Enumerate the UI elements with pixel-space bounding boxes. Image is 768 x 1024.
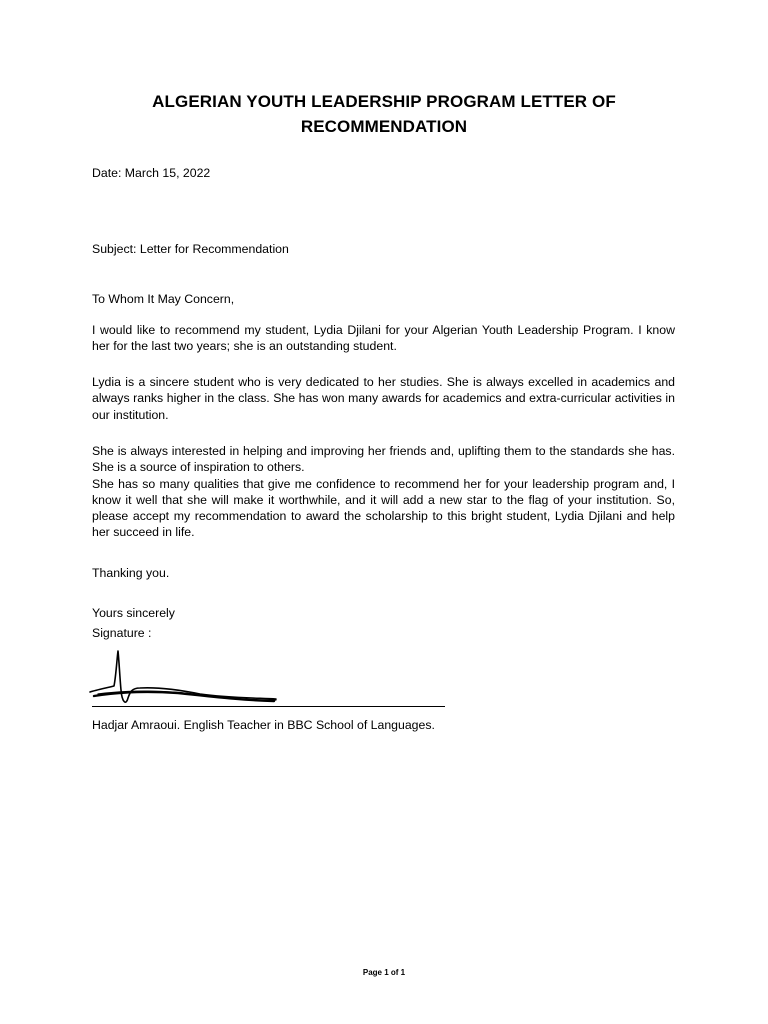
body-paragraph-1: I would like to recommend my student, Lydia Djilani for your Algerian Youth Leadership Program. I know her for the last two years; she is an outstanding student. (92, 323, 675, 354)
body-paragraph-2: Lydia is a sincere student who is very dedicated to her studies. She is always excelled in academics and always ranks higher in the class. She has won many awards for academics and extra-curricular activities in our institution. (92, 375, 675, 422)
letter-thanks: Thanking you. (92, 566, 170, 580)
letter-salutation: To Whom It May Concern, (92, 292, 235, 306)
body-paragraph-3-line-b: She has so many qualities that give me confidence to recommend her for your leadership program and, I know it well that she will make it worthwhile, and it will add a new star to the flag of your institution. So, please accept my recommendation to award the scholarship to this bright student, Lydia Djilani and help her succeed in life. (92, 476, 675, 540)
signature-label: Signature : (92, 626, 152, 640)
signer-name: Hadjar Amraoui. English Teacher in BBC School of Languages. (92, 718, 435, 732)
letter-title: ALGERIAN YOUTH LEADERSHIP PROGRAM LETTER OF RECOMMENDATION (152, 92, 616, 136)
signature-line (92, 706, 445, 707)
body-paragraph-3-line-a: She is always interested in helping and improving her friends and, uplifting them to the standards she has. She is a source of inspiration to others. (92, 444, 675, 475)
body-paragraph-3 (92, 443, 675, 541)
letter-closing: Yours sincerely (92, 606, 175, 620)
page-footer: Page 1 of 1 (362, 968, 406, 977)
handwritten-signature (88, 646, 288, 710)
letter-subject: Subject: Letter for Recommendation (92, 242, 289, 256)
letter-date: Date: March 15, 2022 (92, 166, 211, 180)
